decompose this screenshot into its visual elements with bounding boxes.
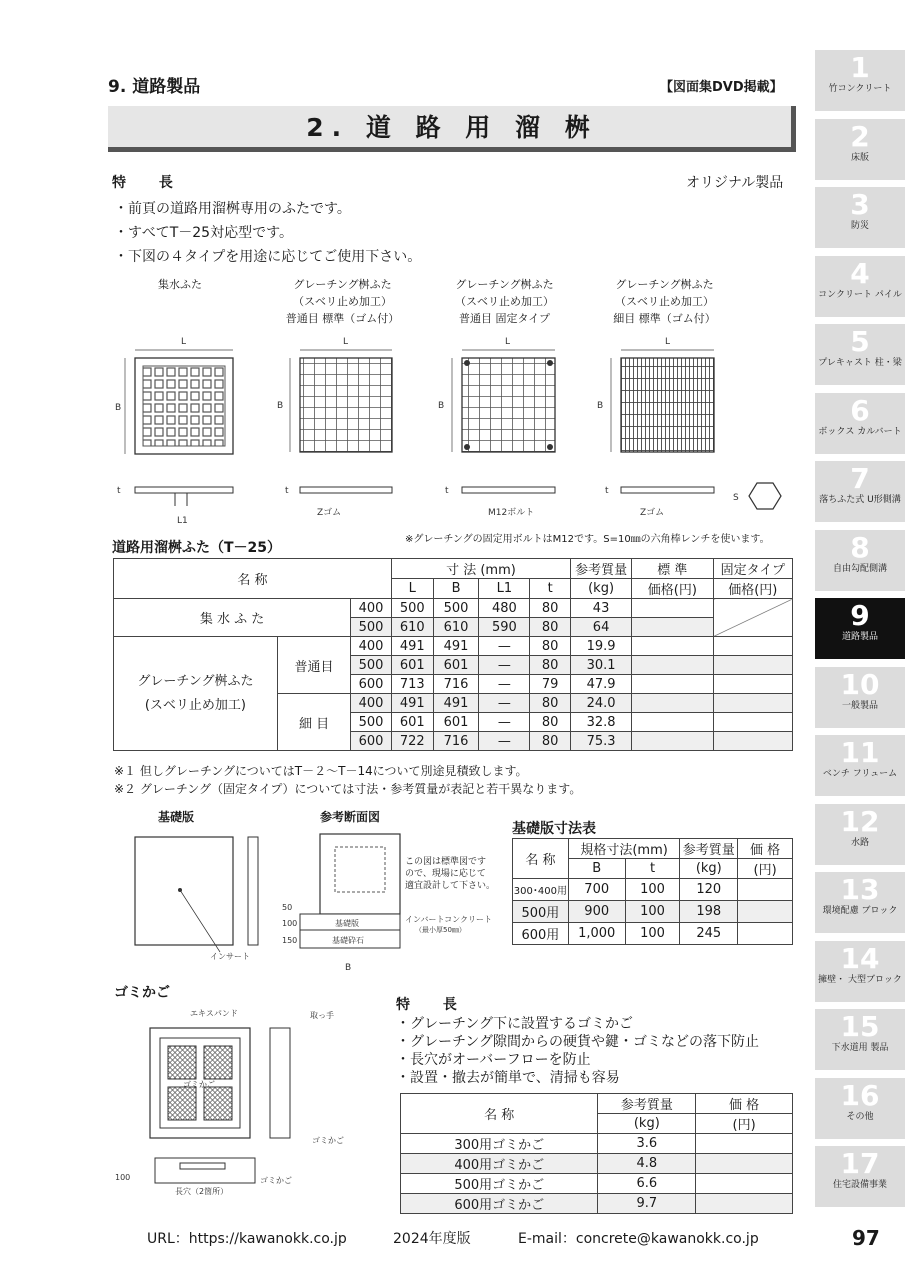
dim-L1-label: L1: [177, 516, 188, 526]
side-tab-number: 2: [850, 119, 870, 153]
svg-text:Zゴム: Zゴム: [317, 508, 342, 518]
main-spec-table: 名 称 寸 法 (mm) 参考質量 標 準 固定タイプ L B L1 t (kg) 価格(円) 価格(円) 集 水 ふ た 400 500 500 480 80 43 500 610 610 590 80 64 グレーチング桝ふた (スベリ止め加工) 普通目 400 491 491 — 80 19.9 500 601 601 — 80 30.1 600 713 716 — 79 47.9 細 目 400 491 491 — 80 24.0 500 601 601 — 80 32.8 600 722 716 — 80 75.3: [113, 558, 793, 751]
dim-L-label: L: [181, 337, 187, 347]
side-tab-number: 11: [840, 736, 880, 769]
svg-text:L: L: [505, 337, 511, 347]
table-row: 300･400用 700 100 120: [513, 879, 793, 901]
side-tab-number: 12: [840, 804, 880, 838]
base-plate-diagram: [110, 822, 505, 977]
table-row: 600用 1,000 100 245: [513, 923, 793, 945]
svg-text:S: S: [733, 493, 739, 503]
basket-feature-bullet: ・グレーチング隙間からの硬貨や鍵・ゴミなどの落下防止: [396, 1034, 760, 1050]
side-tab-number: 14: [840, 941, 880, 975]
side-tab-13[interactable]: [815, 872, 905, 933]
svg-text:t: t: [285, 486, 289, 496]
table-row: 500用ゴミかご 6.6: [401, 1174, 793, 1194]
side-tab-9[interactable]: [815, 598, 905, 659]
table-row: 細 目 400 491 491 — 80 24.0: [114, 694, 793, 713]
features-heading: 特 長: [112, 175, 187, 191]
svg-text:100: 100: [282, 919, 298, 928]
side-tab-number: 5: [850, 325, 870, 358]
slot-label: 長穴（2箇所）: [175, 1187, 229, 1196]
side-tab-label: ベンチ フリューム: [822, 769, 898, 779]
side-tab-label: 防災: [850, 221, 869, 231]
side-tab-11[interactable]: [815, 735, 905, 796]
svg-text:50: 50: [282, 903, 293, 912]
section-view-title: 参考断面図: [320, 810, 381, 824]
side-tab-label: 竹コンクリート: [828, 84, 892, 94]
svg-text:B: B: [597, 401, 604, 411]
section-note: この図は標準図です ので、現場に応じて 適宜設計して下さい。: [405, 857, 496, 891]
basket-feature-bullet: ・グレーチング下に設置するゴミかご: [396, 1016, 634, 1032]
side-tab-label: 環境配慮 ブロック: [822, 906, 898, 916]
side-tab-10[interactable]: [815, 667, 905, 728]
feature-bullet: ・すべてT－25対応型です。: [114, 225, 293, 241]
page-title: 2. 道 路 用 溜 桝: [306, 113, 598, 142]
svg-text:L: L: [343, 337, 349, 347]
side-tab-number: 1: [850, 51, 870, 84]
side-tab-label: その他: [846, 1111, 874, 1122]
base-plate-label: 基礎版: [335, 919, 359, 928]
table-row: 600 722 716 — 80 75.3: [114, 732, 793, 751]
svg-text:M12ボルト: M12ボルト: [488, 508, 535, 518]
table-row: 500 601 601 — 80 30.1: [114, 656, 793, 675]
hex-wrench-icon: [749, 483, 781, 509]
svg-text:t: t: [605, 486, 609, 496]
svg-text:ゴミかご: ゴミかご: [260, 1176, 292, 1185]
side-tab-label: プレキャスト 柱・梁: [818, 358, 902, 368]
side-tab-3[interactable]: [815, 187, 905, 248]
side-tab-number: 13: [840, 873, 880, 906]
side-tab-label: 水路: [850, 837, 869, 848]
base-spec-table: 名 称 規格寸法(mm) 参考質量 価 格 B t (kg) (円) 300･400用 700 100 120 500用 900 100 198 600用 1,000 100 245: [512, 838, 793, 945]
table-row: 500用 900 100 198: [513, 901, 793, 923]
grating-fixed-plan: [438, 337, 555, 518]
side-tab-number: 10: [840, 667, 880, 701]
svg-text:B: B: [438, 401, 445, 411]
footnote-2: ※２ グレーチング（固定タイプ）については寸法・参考質量が表記と若干異なります。: [114, 782, 582, 796]
side-tab-5[interactable]: [815, 324, 905, 385]
svg-text:B: B: [345, 963, 352, 973]
side-tab-15[interactable]: [815, 1009, 905, 1070]
handle-label: 取っ手: [310, 1011, 334, 1020]
header-dimensions: 寸 法 (mm): [391, 559, 570, 579]
side-tab-2[interactable]: [815, 119, 905, 180]
side-tab-number: 17: [840, 1147, 880, 1180]
basket-diagram: [110, 1000, 400, 1200]
side-tab-label: 床版: [850, 152, 869, 163]
grating-std-plan: [277, 337, 392, 518]
svg-text:100: 100: [115, 1173, 131, 1182]
side-tab-label: 自由勾配側溝: [832, 563, 887, 574]
table-row: 300用ゴミかご 3.6: [401, 1134, 793, 1154]
basket-features-heading: 特 長: [396, 997, 471, 1013]
side-tab-7[interactable]: [815, 461, 905, 522]
side-tab-label: ボックス カルバート: [818, 426, 902, 437]
svg-text:t: t: [445, 486, 449, 496]
basket-label-plan: ゴミかご: [183, 1080, 215, 1089]
side-tab-number: 7: [850, 462, 870, 495]
basket-title: ゴミかご: [114, 985, 170, 1001]
side-tab-label: 一般製品: [841, 700, 878, 711]
base-plate-title: 基礎版: [158, 810, 195, 824]
table-row: 400用ゴミかご 4.8: [401, 1154, 793, 1174]
svg-text:ゴミかご: ゴミかご: [312, 1136, 344, 1145]
insert-label: インサート: [210, 952, 250, 961]
dim-t-label: t: [117, 486, 121, 496]
side-tab-17[interactable]: [815, 1146, 905, 1207]
dvd-note: 【図面集DVD掲載】: [660, 80, 783, 95]
side-tab-1[interactable]: [815, 50, 905, 111]
svg-text:L: L: [665, 337, 671, 347]
expand-label: エキスパンド: [190, 1009, 238, 1018]
footnote-1: ※１ 但しグレーチングについてはT－２～T－14について別途見積致します。: [114, 764, 528, 778]
side-tab-8[interactable]: [815, 530, 905, 591]
svg-text:B: B: [277, 401, 284, 411]
table-row: 500 610 610 590 80 64: [114, 618, 793, 637]
footer-email[interactable]: E-mail：concrete@kawanokk.co.jp: [518, 1231, 759, 1247]
svg-text:（最小厚50㎜）: （最小厚50㎜）: [415, 926, 466, 934]
svg-text:150: 150: [282, 936, 298, 945]
side-tab-12[interactable]: [815, 804, 905, 865]
side-tab-14[interactable]: [815, 941, 905, 1002]
side-tab-16[interactable]: [815, 1078, 905, 1139]
type-label-grating-fine: グレーチング桝ふた （スベリ止め加工） 細目 標準（ゴム付）: [613, 278, 716, 325]
main-table-caption: 道路用溜桝ふた（T－25）: [112, 540, 282, 556]
side-tab-number: 3: [850, 188, 870, 221]
svg-text:Zゴム: Zゴム: [640, 508, 665, 518]
feature-bullet: ・下図の４タイプを用途に応じてご使用下さい。: [114, 249, 422, 265]
feature-bullet: ・前頁の道路用溜桝専用のふたです。: [114, 201, 351, 217]
side-tab-6[interactable]: [815, 393, 905, 454]
type-label-grating-fixed: グレーチング桝ふた （スベリ止め加工） 普通目 固定タイプ: [455, 278, 554, 325]
side-tab-4[interactable]: [815, 256, 905, 317]
basket-feature-bullet: ・設置・撤去が簡単で、清掃も容易: [396, 1070, 620, 1086]
side-tab-number: 9: [850, 599, 870, 632]
gravel-label: 基礎砕石: [332, 936, 364, 945]
side-tab-label: 道路製品: [841, 632, 878, 642]
side-tab-label: 擁壁・ 大型ブロック: [818, 974, 902, 985]
table-row: グレーチング桝ふた (スベリ止め加工) 普通目 400 491 491 — 80 19.9: [114, 637, 793, 656]
type-label-collect: 集水ふた: [158, 278, 202, 291]
table-row: 600 713 716 — 79 47.9: [114, 675, 793, 694]
bolt-note: ※グレーチングの固定用ボルトはM12です。S=10㎜の六角棒レンチを使います。: [405, 534, 770, 545]
basket-feature-bullet: ・長穴がオーバーフローを防止: [396, 1052, 591, 1068]
grating-fine-plan: [597, 337, 781, 518]
cover-diagrams: [105, 330, 805, 530]
section-title: 9. 道路製品: [108, 77, 201, 97]
original-product-note: オリジナル製品: [686, 175, 784, 191]
side-tab-number: 8: [850, 530, 870, 564]
header-name: 名 称: [114, 559, 392, 599]
table-row: 集 水 ふ た 400 500 500 480 80 43: [114, 599, 793, 618]
side-tab-number: 6: [850, 393, 870, 427]
table-row: 500 601 601 — 80 32.8: [114, 713, 793, 732]
side-tab-label: 落ちふた式 U形側溝: [819, 495, 901, 505]
table-row: 600用ゴミかご 9.7: [401, 1194, 793, 1214]
footer-edition: 2024年度版: [393, 1231, 471, 1247]
side-tab-number: 15: [840, 1010, 880, 1043]
collect-cover-plan: [115, 337, 233, 526]
side-tab-label: 下水道用 製品: [831, 1043, 889, 1053]
basket-table: 名 称 参考質量 価 格 (kg) (円) 300用ゴミかご 3.6 400用ゴミかご 4.8 500用ゴミかご 6.6 600用ゴミかご 9.7: [400, 1093, 793, 1214]
type-label-grating-std: グレーチング桝ふた （スベリ止め加工） 普通目 標準（ゴム付）: [285, 278, 400, 325]
page-number: 97: [852, 1226, 880, 1250]
side-tab-label: コンクリート パイル: [818, 289, 902, 300]
dim-B-label: B: [115, 403, 122, 413]
side-tab-number: 4: [850, 256, 870, 290]
invert-label: インバートコンクリート: [405, 915, 492, 924]
base-table-title: 基礎版寸法表: [512, 821, 596, 837]
side-tab-label: 住宅設備事業: [832, 1180, 887, 1190]
footer-url[interactable]: URL：https://kawanokk.co.jp: [147, 1231, 347, 1247]
side-tab-number: 16: [840, 1078, 880, 1112]
